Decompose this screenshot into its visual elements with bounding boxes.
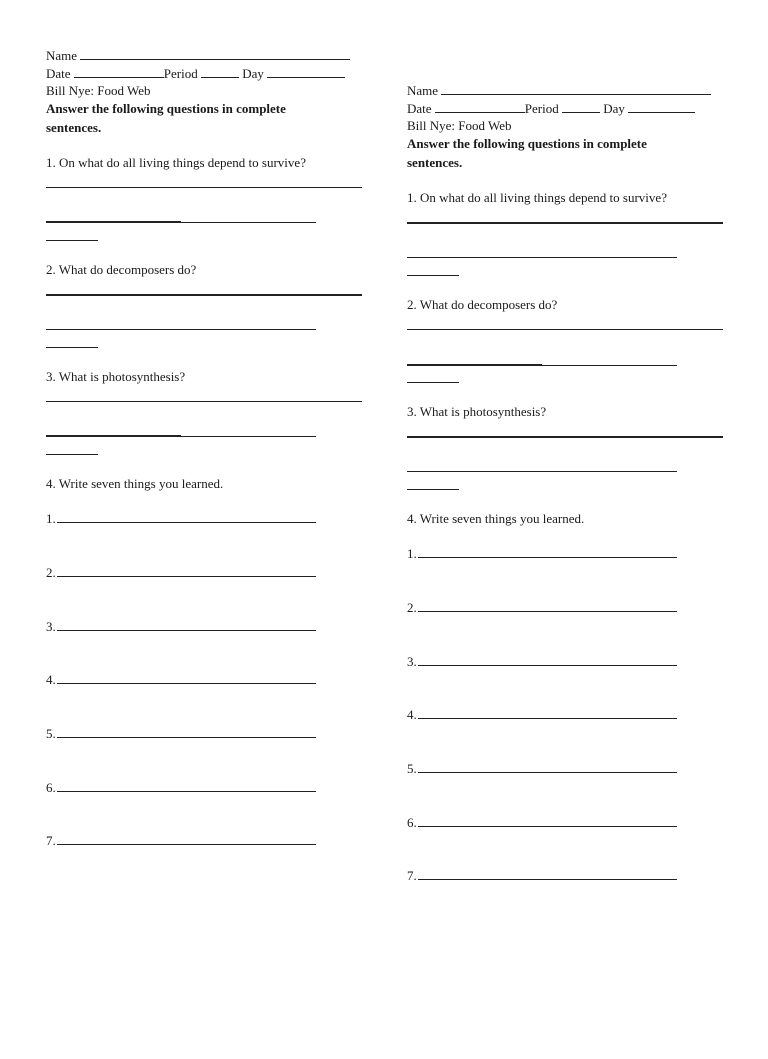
day-label: Day xyxy=(603,101,625,116)
instructions-line-1: Answer the following questions in complete xyxy=(407,136,647,151)
learned-number: 1. xyxy=(407,546,417,561)
date-row xyxy=(407,101,695,117)
learned-answer-line[interactable] xyxy=(418,546,677,558)
instructions-line-2: sentences. xyxy=(407,155,463,170)
learned-item-6 xyxy=(407,815,677,831)
answer-line[interactable] xyxy=(181,436,316,437)
day-label: Day xyxy=(242,66,264,81)
date-field[interactable] xyxy=(435,101,525,113)
answer-line[interactable] xyxy=(407,329,723,330)
learned-item-2 xyxy=(46,565,316,581)
learned-item-7 xyxy=(407,868,677,884)
name-row xyxy=(46,48,350,64)
learned-number: 2. xyxy=(407,600,417,615)
instructions-line-1: Answer the following questions in complete xyxy=(46,101,286,116)
question-3: 3. What is photosynthesis? xyxy=(407,404,547,419)
learned-answer-line[interactable] xyxy=(57,780,316,792)
answer-line[interactable] xyxy=(46,240,98,241)
answer-line[interactable] xyxy=(407,489,459,490)
period-label: Period xyxy=(524,101,559,116)
learned-answer-line[interactable] xyxy=(57,833,316,845)
learned-item-2 xyxy=(407,600,677,616)
learned-number: 6. xyxy=(407,815,417,830)
question-3: 3. What is photosynthesis? xyxy=(46,369,186,384)
date-label: Date xyxy=(46,66,71,81)
period-field[interactable] xyxy=(201,66,239,78)
learned-item-1 xyxy=(407,546,677,562)
learned-item-7 xyxy=(46,833,316,849)
learned-answer-line[interactable] xyxy=(418,654,677,666)
answer-line[interactable] xyxy=(46,221,181,223)
learned-number: 3. xyxy=(407,654,417,669)
learned-number: 5. xyxy=(46,726,56,741)
answer-line[interactable] xyxy=(407,364,542,366)
answer-line[interactable] xyxy=(407,471,677,472)
day-field[interactable] xyxy=(628,101,695,113)
answer-line[interactable] xyxy=(46,454,98,455)
answer-line[interactable] xyxy=(46,187,362,188)
learned-item-3 xyxy=(407,654,677,670)
learned-number: 7. xyxy=(407,868,417,883)
learned-item-4 xyxy=(46,672,316,688)
answer-line[interactable] xyxy=(46,401,362,402)
question-1: 1. On what do all living things depend to survive? xyxy=(46,155,306,170)
answer-line[interactable] xyxy=(407,257,677,258)
learned-number: 6. xyxy=(46,780,56,795)
learned-answer-line[interactable] xyxy=(57,565,316,577)
answer-line[interactable] xyxy=(407,275,459,276)
learned-item-6 xyxy=(46,780,316,796)
learned-answer-line[interactable] xyxy=(57,726,316,738)
learned-item-4 xyxy=(407,707,677,723)
worksheet-right xyxy=(407,35,737,1059)
period-field[interactable] xyxy=(562,101,600,113)
learned-number: 1. xyxy=(46,511,56,526)
name-field[interactable] xyxy=(80,48,350,60)
answer-line[interactable] xyxy=(46,435,181,437)
date-field[interactable] xyxy=(74,66,164,78)
answer-line[interactable] xyxy=(407,382,459,383)
learned-item-3 xyxy=(46,619,316,635)
worksheet-subtitle: Bill Nye: Food Web xyxy=(407,118,512,133)
question-2: 2. What do decomposers do? xyxy=(407,297,558,312)
date-label: Date xyxy=(407,101,432,116)
learned-answer-line[interactable] xyxy=(57,511,316,523)
learned-number: 4. xyxy=(407,707,417,722)
answer-line[interactable] xyxy=(542,365,677,366)
learned-answer-line[interactable] xyxy=(57,672,316,684)
learned-answer-line[interactable] xyxy=(57,619,316,631)
instructions-line-2: sentences. xyxy=(46,120,102,135)
learned-number: 2. xyxy=(46,565,56,580)
learned-number: 4. xyxy=(46,672,56,687)
answer-line[interactable] xyxy=(407,436,723,438)
worksheet-left xyxy=(46,0,376,1024)
question-1: 1. On what do all living things depend to survive? xyxy=(407,190,667,205)
learned-answer-line[interactable] xyxy=(418,761,677,773)
learned-item-5 xyxy=(46,726,316,742)
learned-number: 5. xyxy=(407,761,417,776)
question-2: 2. What do decomposers do? xyxy=(46,262,197,277)
learned-answer-line[interactable] xyxy=(418,707,677,719)
answer-line[interactable] xyxy=(181,222,316,223)
name-label: Name xyxy=(46,48,78,63)
learned-number: 3. xyxy=(46,619,56,634)
answer-line[interactable] xyxy=(407,222,723,224)
date-row xyxy=(46,66,345,82)
learned-number: 7. xyxy=(46,833,56,848)
name-row xyxy=(407,83,711,99)
learned-item-1 xyxy=(46,511,316,527)
worksheet-subtitle: Bill Nye: Food Web xyxy=(46,83,151,98)
learned-answer-line[interactable] xyxy=(418,600,677,612)
day-field[interactable] xyxy=(267,66,345,78)
answer-line[interactable] xyxy=(46,329,316,330)
learned-item-5 xyxy=(407,761,677,777)
learned-answer-line[interactable] xyxy=(418,815,677,827)
question-4: 4. Write seven things you learned. xyxy=(407,511,585,526)
answer-line[interactable] xyxy=(46,347,98,348)
period-label: Period xyxy=(163,66,198,81)
learned-answer-line[interactable] xyxy=(418,868,677,880)
name-field[interactable] xyxy=(441,83,711,95)
answer-line[interactable] xyxy=(46,294,362,296)
name-label: Name xyxy=(407,83,439,98)
question-4: 4. Write seven things you learned. xyxy=(46,476,224,491)
